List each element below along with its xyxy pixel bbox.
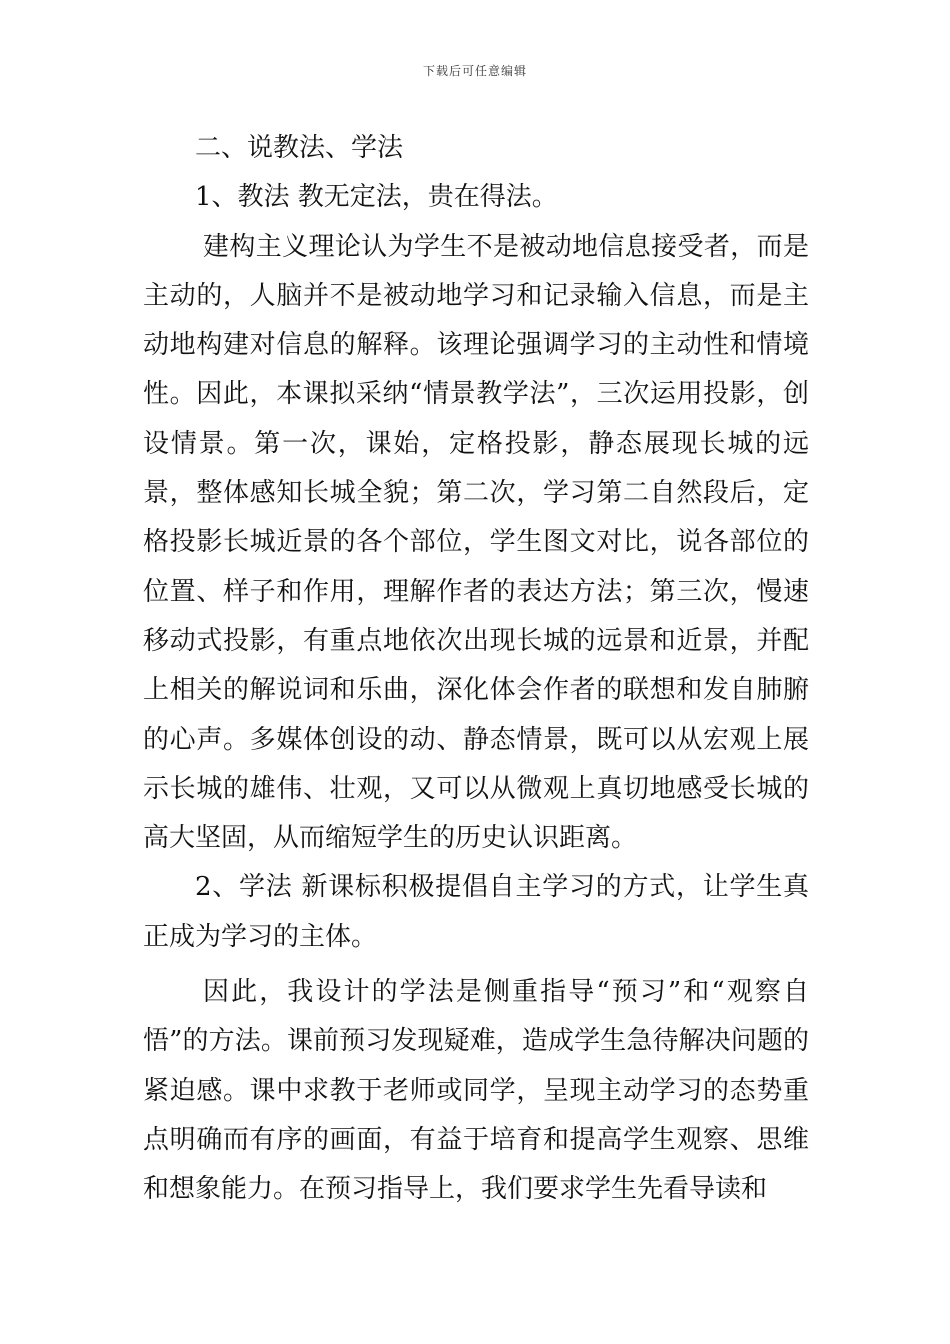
page-header: 下载后可任意编辑 [422, 64, 527, 78]
teaching-method-title: 1、教法 教无定法，贵在得法。 [195, 182, 558, 213]
learning-method-body-paragraph: 因此，我设计的学法是侧重指导“预习”和“观察自悟”的方法。课前预习发现疑难，造成学生急待解决问题的紧迫感。课中求教于老师或同学，呈现主动学习的态势重点明确而有序的画面，有益于培育和提高学生观察、思维和想象能力。在预习指导上，我们要求学生先看导读和 [143, 977, 809, 1205]
document-body [143, 124, 809, 1215]
learning-method-paragraph: 2、学法 新课标积极提倡自主学习的方式，让学生真正成为学习的主体。 [143, 872, 809, 952]
teaching-method-paragraph: 建构主义理论认为学生不是被动地信息接受者，而是主动的，人脑并不是被动地学习和记录输入信息，而是主动地构建对信息的解释。该理论强调学习的主动性和情境性。因此，本课拟采纳“情景教学法”，三次运用投影，创设情景。第一次，课始，定格投影，静态展现长城的远景，整体感知长城全貌；第二次，学习第二自然段后，定格投影长城近景的各个部位，学生图文对比，说各部位的位置、样子和作用，理解作者的表达方法；第三次，慢速移动式投影，有重点地依次出现长城的远景和近景，并配上相关的解说词和乐曲，深化体会作者的联想和发自肺腑的心声。多媒体创设的动、静态情景，既可以从宏观上展示长城的雄伟、壮观，又可以从微观上真切地感受长城的高大坚固，从而缩短学生的历史认识距离。 [143, 231, 809, 854]
section-heading: 二、说教法、学法 [195, 133, 404, 163]
